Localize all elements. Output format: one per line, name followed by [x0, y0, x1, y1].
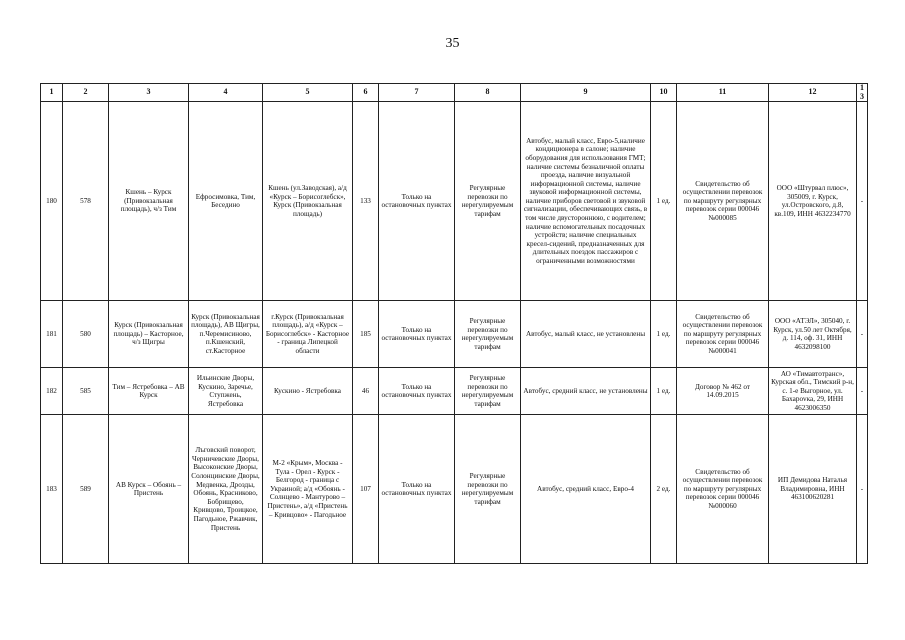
route-name: Курск (Привокзальная площадь) – Касторное, ч/з Щигры	[109, 301, 189, 368]
carrier-info: ООО «АТЭЛ», 305040, г. Курск, ул.50 лет Октября, д. 114, оф. 31, ИНН 4632098100	[769, 301, 857, 368]
route-registry-table	[40, 83, 868, 564]
column-header: 10	[651, 84, 677, 102]
transport-type: Регулярные перевозки по нерегулируемым тарифам	[455, 415, 521, 564]
notes: -	[857, 301, 868, 368]
column-header: 9	[521, 84, 651, 102]
vehicle-characteristics: Автобус, малый класс, не установлены	[521, 301, 651, 368]
notes: -	[857, 102, 868, 301]
transport-type: Регулярные перевозки по нерегулируемым тарифам	[455, 368, 521, 415]
column-header: 1	[41, 84, 63, 102]
vehicle-count: 1 ед.	[651, 301, 677, 368]
column-header: 5	[263, 84, 353, 102]
carrier-info: АО «Тимавтотранс», Курская обл., Тимский р-н, с. 1-е Выгорное, ул. Бахарovка, 29, ИНН 4623006350	[769, 368, 857, 415]
route-length: 133	[353, 102, 379, 301]
route-number: 580	[63, 301, 109, 368]
route-streets: г.Курск (Привокзальная площадь), а/д «Курск – Борисоглебск» - Касторное - граница Липецкой области	[263, 301, 353, 368]
route-name: Кшень – Курск (Привокзальная площадь), ч/з Тим	[109, 102, 189, 301]
route-length: 46	[353, 368, 379, 415]
route-length: 107	[353, 415, 379, 564]
route-number: 578	[63, 102, 109, 301]
table-row	[41, 102, 868, 301]
route-index: 183	[41, 415, 63, 564]
permit-document: Свидетельство об осуществлении перевозок по маршруту регулярных перевозок серии 000046 №000085	[677, 102, 769, 301]
route-number: 589	[63, 415, 109, 564]
boarding-procedure: Только на остановочных пунктах	[379, 102, 455, 301]
vehicle-characteristics: Автобус, малый класс, Евро-5,наличие кондиционера в салоне; наличие оборудования для использования ГМТ; наличие системы безналичной оплаты проезда, наличие визуальной информационной системы, наличие звуковой информационной системы, наличие приборов световой и звуковой сигнализации, обеспечивающих связь, в том числе двустороннюю, с водителем; наличие вспомогательных посадочных устройств; наличие специальных кресел-сидений, предназначенных для длительных поездок пассажиров с ограниченными возможностями	[521, 102, 651, 301]
route-index: 182	[41, 368, 63, 415]
column-header: 6	[353, 84, 379, 102]
intermediate-stops: Ильинские Дворы, Кускино, Заречье, Ступжень, Ястребовка	[189, 368, 263, 415]
route-index: 180	[41, 102, 63, 301]
vehicle-count: 1 ед.	[651, 368, 677, 415]
vehicle-count: 1 ед.	[651, 102, 677, 301]
route-number: 585	[63, 368, 109, 415]
column-header: 3	[109, 84, 189, 102]
column-header: 12	[769, 84, 857, 102]
column-header: 11	[677, 84, 769, 102]
vehicle-characteristics: Автобус, средний класс, Евро-4	[521, 415, 651, 564]
vehicle-characteristics: Автобус, средний класс, не установлены	[521, 368, 651, 415]
route-index: 181	[41, 301, 63, 368]
permit-document: Свидетельство об осуществлении перевозок по маршруту регулярных перевозок серии 000046 №000041	[677, 301, 769, 368]
intermediate-stops: Лъговский поворот, Черничевские Дворы, Высоконские Дворы, Солонцинские Дворы, Медвенка, Дрозды, Обоянь, Красниково, Бобрищево, Кривцово, Троицкое, Пагодьное, Ржавчик, Пристень	[189, 415, 263, 564]
permit-document: Договор № 462 от 14.09.2015	[677, 368, 769, 415]
header-row	[41, 84, 868, 102]
route-streets: Кускино - Ястребовка	[263, 368, 353, 415]
notes: -	[857, 368, 868, 415]
table-row	[41, 368, 868, 415]
route-length: 185	[353, 301, 379, 368]
boarding-procedure: Только на остановочных пунктах	[379, 368, 455, 415]
column-header: 7	[379, 84, 455, 102]
column-header: 8	[455, 84, 521, 102]
vehicle-count: 2 ед.	[651, 415, 677, 564]
carrier-info: ООО «Штурвал плюс», 305009, г. Курск, ул.Островского, д.8, кв.109, ИНН 4632234770	[769, 102, 857, 301]
column-header: 4	[189, 84, 263, 102]
route-name: Тим – Ястребовка – АВ Курск	[109, 368, 189, 415]
table-row	[41, 415, 868, 564]
table-row	[41, 301, 868, 368]
route-streets: М-2 «Крым», Москва - Тула - Орел - Курск - Белгород - граница с Украиной; а/д «Обоянь - Солнцево - Мантурово – Пристень», а/д «Пристень – Кривцово» - Пагодьное	[263, 415, 353, 564]
intermediate-stops: Ефросимовка, Тим, Беседино	[189, 102, 263, 301]
transport-type: Регулярные перевозки по нерегулируемым тарифам	[455, 102, 521, 301]
route-name: АВ Курск – Обоянь – Пристень	[109, 415, 189, 564]
intermediate-stops: Курск (Привокзальная площадь), АВ Щигры, п.Черемисиново, п.Кшенский, ст.Касторное	[189, 301, 263, 368]
page-number: 35	[445, 36, 460, 51]
boarding-procedure: Только на остановочных пунктах	[379, 301, 455, 368]
notes: -	[857, 415, 868, 564]
carrier-info: ИП Демидова Наталья Владимировна, ИНН 463100620281	[769, 415, 857, 564]
column-header: 2	[63, 84, 109, 102]
permit-document: Свидетельство об осуществлении перевозок по маршруту регулярных перевозок серии 000046 №000060	[677, 415, 769, 564]
route-streets: Кшень (ул.Заводская), а/д «Курск – Борисоглебск», Курск (Привокзальная площадь)	[263, 102, 353, 301]
column-header: 13	[857, 84, 868, 102]
transport-type: Регулярные перевозки по нерегулируемым тарифам	[455, 301, 521, 368]
boarding-procedure: Только на остановочных пунктах	[379, 415, 455, 564]
